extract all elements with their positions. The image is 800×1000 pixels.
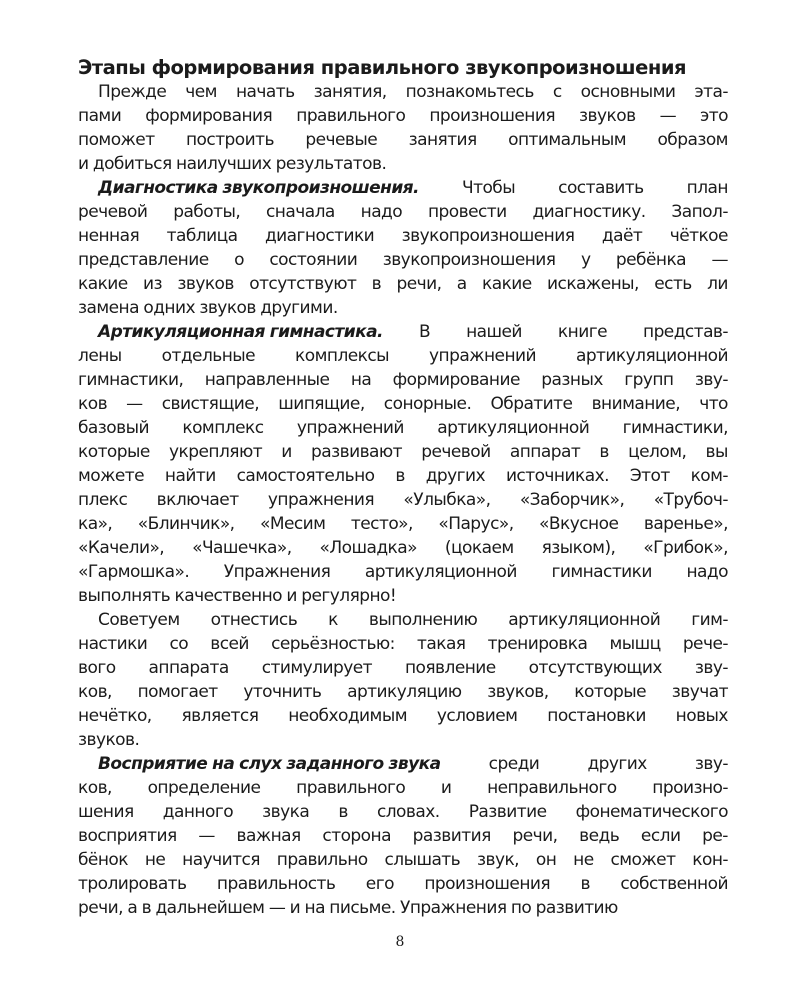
text-line — [78, 536, 728, 560]
word: — — [126, 394, 143, 414]
text-line — [78, 824, 728, 848]
word: построить — [185, 130, 274, 150]
word: к — [328, 610, 338, 630]
text-line — [78, 632, 728, 656]
word: лены — [78, 346, 122, 366]
word: отнестись — [210, 610, 298, 630]
word: звуков, — [487, 682, 549, 702]
paragraph — [78, 80, 728, 176]
word: на — [304, 898, 325, 918]
word: внимание, — [591, 394, 681, 414]
text-line — [78, 176, 728, 200]
word: не — [144, 850, 166, 870]
word: упражнений — [296, 418, 404, 438]
text-line — [78, 896, 728, 920]
word: шения — [78, 802, 134, 822]
word: неправильного — [487, 778, 617, 798]
text-line — [78, 584, 728, 608]
word: состоянии — [269, 250, 358, 270]
word: артикуляционной — [364, 562, 517, 582]
word: и — [289, 898, 301, 918]
word: ков, — [78, 682, 112, 702]
word: добиться — [92, 154, 172, 174]
word: всей — [210, 634, 249, 654]
word: ре- — [702, 826, 728, 846]
word: базовый — [78, 418, 149, 438]
word: в — [580, 874, 590, 894]
word: мышц — [609, 634, 661, 654]
word: которые — [78, 442, 150, 462]
paragraph — [78, 320, 728, 608]
word: определение — [147, 778, 261, 798]
word: регулярно! — [301, 586, 397, 606]
word: зву- — [694, 754, 728, 774]
word: наилучших — [176, 154, 272, 174]
word: формирование — [392, 370, 520, 390]
word: другими. — [260, 298, 338, 318]
word: начать — [235, 82, 295, 102]
word: в — [371, 274, 382, 294]
word: по — [510, 898, 532, 918]
word: чёткое — [669, 226, 728, 246]
word: варенье», — [643, 514, 728, 534]
text-line — [78, 272, 728, 296]
word: выполнению — [368, 610, 478, 630]
word: и — [281, 442, 292, 462]
word: «Блинчик», — [137, 514, 235, 534]
word: диагностику. — [532, 202, 646, 222]
word: «Трубоч- — [653, 490, 728, 510]
word: других — [587, 754, 647, 774]
word: звукопроизношения — [401, 226, 575, 246]
word: правильного — [296, 778, 406, 798]
word: целом, — [628, 442, 687, 462]
text-line — [78, 128, 728, 152]
word: Этот — [629, 466, 670, 486]
word: Упражнения — [223, 562, 331, 582]
word: речевые — [305, 130, 378, 150]
word: занятия, — [313, 82, 387, 102]
word: нашей — [466, 322, 522, 342]
word: условием — [436, 706, 518, 726]
text-line — [78, 320, 728, 344]
word: комплексы — [295, 346, 390, 366]
word: — — [711, 250, 728, 270]
word: стимулирует — [261, 658, 372, 678]
word: можете — [78, 466, 145, 486]
word: Развитие — [468, 802, 547, 822]
text-line — [78, 704, 728, 728]
word: аппарат — [509, 442, 581, 462]
word: это — [700, 106, 728, 126]
word: а — [127, 898, 138, 918]
word: произношения — [429, 106, 556, 126]
word: формирования — [145, 106, 273, 126]
word: ков — [78, 394, 108, 414]
text-line — [78, 488, 728, 512]
word: плекс — [78, 490, 128, 510]
word: разных — [541, 370, 603, 390]
paragraph — [78, 752, 728, 920]
word: поможет — [78, 130, 155, 150]
word: артикуляционной — [575, 346, 728, 366]
word: «Качели», — [78, 538, 165, 558]
word: на — [350, 370, 372, 390]
text-line — [78, 344, 728, 368]
word: отсутствуют — [249, 274, 357, 294]
text-line — [78, 80, 728, 104]
word: звуков — [177, 274, 234, 294]
word: познакомьтесь — [405, 82, 534, 102]
word: словах. — [376, 802, 440, 822]
text-line — [78, 776, 728, 800]
text-line — [78, 392, 728, 416]
word: дальнейшем — [155, 898, 265, 918]
text-line — [78, 728, 728, 752]
word: гимнастики, — [78, 370, 184, 390]
word: направленные — [204, 370, 330, 390]
word: «Вкусное — [539, 514, 619, 534]
word: В — [418, 322, 431, 342]
word: «Заборчик», — [519, 490, 625, 510]
word: гимнастики — [551, 562, 652, 582]
word: уточнить — [243, 682, 322, 702]
word: шипящие, — [278, 394, 365, 414]
page-content — [78, 56, 728, 920]
word: письме. — [329, 898, 396, 918]
word: речевой — [421, 442, 491, 462]
word: настики — [78, 634, 148, 654]
word: научится — [182, 850, 260, 870]
word: правильного — [296, 106, 406, 126]
text-line — [78, 872, 728, 896]
text-line — [78, 152, 728, 176]
paragraph — [78, 176, 728, 320]
word: качественно — [174, 586, 282, 606]
word: ка», — [78, 514, 113, 534]
word: представление — [78, 250, 209, 270]
word: с — [552, 82, 562, 102]
word: включает — [156, 490, 239, 510]
text-line — [78, 368, 728, 392]
word: зву- — [694, 658, 728, 678]
text-line — [78, 560, 728, 584]
word: групп — [624, 370, 674, 390]
word: речи, — [396, 274, 442, 294]
word: надо — [360, 202, 403, 222]
word: звучат — [671, 682, 728, 702]
word: звуков — [579, 106, 636, 126]
word: образом — [657, 130, 728, 150]
word: даёт — [601, 226, 643, 246]
word: укрепляют — [169, 442, 263, 462]
word: в — [395, 466, 405, 486]
word: ненная — [78, 226, 140, 246]
word: и — [78, 154, 89, 174]
word: — — [268, 898, 286, 918]
paragraph-term: Диагностика звукопроизношения. — [98, 178, 419, 198]
word: отсутствующих — [528, 658, 662, 678]
word: пами — [78, 106, 122, 126]
word: представ- — [643, 322, 728, 342]
word: слышать — [384, 850, 461, 870]
section-heading: Этапы формирования правильного звукопроизношения — [78, 56, 687, 79]
word: необходимым — [288, 706, 407, 726]
word: развития — [412, 826, 491, 846]
word: такая — [417, 634, 466, 654]
word: правильность — [216, 874, 336, 894]
word: собственной — [620, 874, 728, 894]
word: а — [456, 274, 467, 294]
word: звука — [262, 802, 310, 822]
word: ли — [707, 274, 728, 294]
word: новых — [675, 706, 728, 726]
word: Прежде — [98, 82, 167, 102]
word: «Улыбка», — [403, 490, 491, 510]
word: звуков. — [78, 730, 140, 750]
word: бёнок — [78, 850, 128, 870]
word: в — [599, 442, 609, 462]
word: Обратите — [490, 394, 573, 414]
word: тренировка — [487, 634, 588, 654]
text-line — [78, 248, 728, 272]
word: надо — [686, 562, 728, 582]
word: звук, — [476, 850, 520, 870]
paragraph-term: Артикуляционная гимнастика. — [98, 322, 383, 342]
word: он — [535, 850, 557, 870]
word: (цокаем — [444, 538, 514, 558]
word: ведь — [579, 826, 620, 846]
word: комплекс — [182, 418, 264, 438]
text-line — [78, 200, 728, 224]
word: является — [181, 706, 259, 726]
word: развивают — [311, 442, 403, 462]
word: — — [198, 826, 215, 846]
text-line — [78, 416, 728, 440]
word: основными — [580, 82, 676, 102]
word: одних — [143, 298, 195, 318]
word: речи, — [78, 898, 123, 918]
word: замена — [78, 298, 139, 318]
word: ком- — [690, 466, 728, 486]
word: и — [440, 778, 452, 798]
word: речи, — [512, 826, 558, 846]
text-line — [78, 224, 728, 248]
word: произношения — [424, 874, 551, 894]
word: вы — [705, 442, 728, 462]
word: таблица — [166, 226, 238, 246]
word: — — [659, 106, 677, 126]
word: «Лошадка» — [319, 538, 417, 558]
word: «Месим — [260, 514, 326, 534]
word: тролировать — [78, 874, 187, 894]
word: диагностики — [264, 226, 375, 246]
word: если — [640, 826, 681, 846]
word: в — [338, 802, 348, 822]
word: гимнастики, — [622, 418, 728, 438]
word: нечётко, — [78, 706, 152, 726]
word: провести — [427, 202, 507, 222]
word: которые — [574, 682, 647, 702]
word: рече- — [682, 634, 728, 654]
word: отдельные — [161, 346, 256, 366]
text-line — [78, 656, 728, 680]
paragraph — [78, 608, 728, 752]
page-number: 8 — [395, 934, 405, 950]
word: других — [425, 466, 486, 486]
word: работы, — [173, 202, 241, 222]
body-text — [78, 80, 728, 920]
word: помогает — [137, 682, 218, 702]
word: занятия — [408, 130, 477, 150]
word: выполнять — [78, 586, 171, 606]
word: артикуляцию — [347, 682, 462, 702]
word: свистящие, — [161, 394, 260, 414]
word: у — [580, 250, 591, 270]
word: есть — [654, 274, 692, 294]
word: сонорные. — [383, 394, 472, 414]
word: самостоятельно — [236, 466, 375, 486]
word: эта- — [694, 82, 728, 102]
word: сторона — [322, 826, 391, 846]
word: Запол- — [671, 202, 728, 222]
word: ков, — [78, 778, 112, 798]
word: артикуляционной — [437, 418, 590, 438]
text-line — [78, 680, 728, 704]
word: книге — [557, 322, 607, 342]
word: ребёнка — [615, 250, 687, 270]
word: артикуляционной — [508, 610, 661, 630]
word: «Гармошка». — [78, 562, 190, 582]
word: его — [365, 874, 394, 894]
text-line — [78, 296, 728, 320]
text-line — [78, 512, 728, 536]
word: источниках. — [505, 466, 609, 486]
word: о — [234, 250, 244, 270]
word: не — [573, 850, 594, 870]
word: гим- — [691, 610, 728, 630]
word: зву- — [694, 370, 728, 390]
word: постановки — [547, 706, 646, 726]
word: результатов. — [275, 154, 387, 174]
word: тесто», — [350, 514, 413, 534]
word: данного — [162, 802, 234, 822]
word: сначала — [266, 202, 335, 222]
paragraph-term: Восприятие на слух заданного звука — [98, 754, 441, 774]
word: план — [686, 178, 728, 198]
word: фонематического — [575, 802, 728, 822]
word: восприятия — [78, 826, 177, 846]
word: «Грибок», — [643, 538, 728, 558]
word: языком), — [541, 538, 616, 558]
word: сможет — [610, 850, 676, 870]
word: развитию — [535, 898, 618, 918]
text-line — [78, 464, 728, 488]
word: что — [699, 394, 728, 414]
word: произно- — [652, 778, 728, 798]
text-line — [78, 848, 728, 872]
word: кон- — [692, 850, 728, 870]
word: «Чашечка», — [192, 538, 292, 558]
word: оптимальным — [508, 130, 627, 150]
word: найти — [164, 466, 216, 486]
word: серьёзностью: — [271, 634, 395, 654]
word: какие — [482, 274, 532, 294]
word: вого — [78, 658, 116, 678]
word: Упражнения — [400, 898, 507, 918]
text-line — [78, 440, 728, 464]
text-line — [78, 800, 728, 824]
word: чем — [185, 82, 217, 102]
word: какие — [78, 274, 128, 294]
word: Чтобы — [462, 178, 516, 198]
word: правильно — [276, 850, 368, 870]
word: среди — [488, 754, 540, 774]
word: появление — [404, 658, 496, 678]
word: и — [286, 586, 297, 606]
word: из — [143, 274, 163, 294]
text-line — [78, 104, 728, 128]
word: Советуем — [98, 610, 180, 630]
word: составить — [558, 178, 644, 198]
word: упражнения — [267, 490, 375, 510]
word: аппарата — [148, 658, 229, 678]
word: упражнений — [429, 346, 536, 366]
word: со — [169, 634, 189, 654]
word: звуков — [199, 298, 256, 318]
word: «Парус», — [438, 514, 514, 534]
word: важная — [236, 826, 301, 846]
text-line — [78, 608, 728, 632]
word: речевой — [78, 202, 148, 222]
word: в — [141, 898, 152, 918]
text-line — [78, 752, 728, 776]
word: искажены, — [547, 274, 639, 294]
word: звукопроизношения — [382, 250, 556, 270]
